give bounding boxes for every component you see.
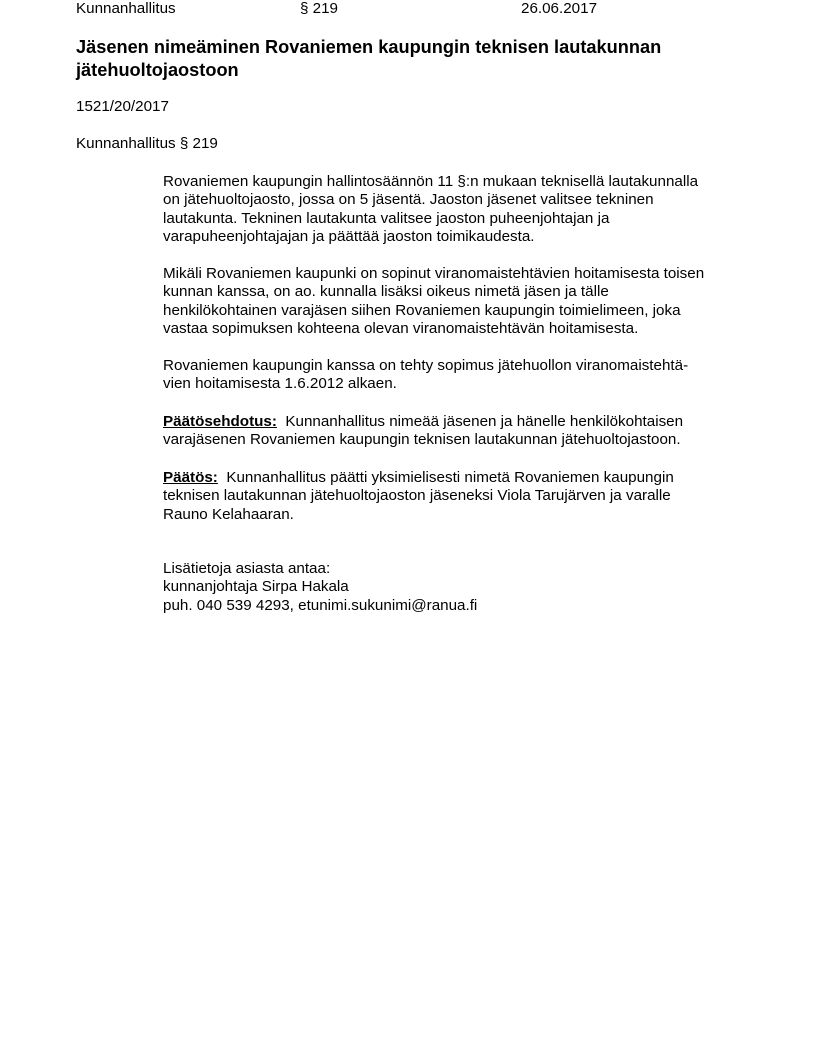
paragraph-2 — [163, 265, 704, 339]
text-line: vien hoitamisesta 1.6.2012 alkaen. — [163, 375, 397, 393]
contact-info — [163, 560, 477, 615]
text-line: kunnan kanssa, on ao. kunnalla lisäksi oikeus nimetä jäsen ja tälle — [163, 283, 609, 301]
text-line: on jätehuoltojaosto, jossa on 5 jäsentä. Jaoston jäsenet valitsee tekninen — [163, 191, 654, 209]
title-line: Jäsenen nimeäminen Rovaniemen kaupungin teknisen lautakunnan — [76, 37, 662, 57]
text-line: henkilökohtainen varajäsen siihen Rovaniemen kaupungin toimielimeen, joka — [163, 301, 681, 319]
header-date: 26.06.2017 — [521, 0, 598, 17]
page-title — [76, 36, 661, 82]
text-line: lautakunta. Tekninen lautakunta valitsee jaoston puheenjohtajan ja — [163, 209, 610, 227]
text-line: kunnanjohtaja Sirpa Hakala — [163, 578, 349, 596]
header-section: § 219 — [300, 0, 339, 17]
paragraph-3 — [163, 357, 688, 394]
proposal-paragraph — [163, 413, 683, 450]
text-line: Mikäli Rovaniemen kaupunki on sopinut viranomaistehtävien hoitamisesta toisen — [163, 265, 705, 282]
case-number: 1521/20/2017 — [76, 98, 169, 115]
proposal-label: Päätösehdotus: — [163, 413, 277, 430]
text-line: Rovaniemen kaupungin kanssa on tehty sopimus jätehuollon viranomaistehtä- — [163, 357, 689, 374]
text-line: Kunnanhallitus päätti yksimielisesti nimetä Rovaniemen kaupungin — [226, 469, 674, 486]
text-line: teknisen lautakunnan jätehuoltojaoston jäseneksi Viola Tarujärven ja varalle — [163, 487, 671, 505]
text-line: varajäsenen Rovaniemen kaupungin teknisen lautakunnan jätehuoltojastoon. — [163, 431, 681, 449]
text-line: Rovaniemen kaupungin hallintosäännön 11 §:n mukaan teknisellä lautakunnalla — [163, 173, 699, 190]
title-line: jätehuoltojaostoon — [76, 60, 239, 80]
text-line: varapuheenjohtajajan ja päättää jaoston toimikaudesta. — [163, 228, 535, 246]
meeting-reference: Kunnanhallitus § 219 — [76, 135, 218, 152]
text-line: Lisätietoja asiasta antaa: — [163, 560, 331, 577]
text-line: Kunnanhallitus nimeää jäsenen ja hänelle henkilökohtaisen — [285, 413, 684, 430]
text-line: puh. 040 539 4293, etunimi.sukunimi@ranua.fi — [163, 596, 478, 614]
decision-paragraph — [163, 469, 674, 524]
text-line: vastaa sopimuksen kohteena olevan viranomaistehtävän hoitamisesta. — [163, 320, 639, 338]
paragraph-1 — [163, 173, 698, 247]
header-body: Kunnanhallitus — [76, 0, 176, 17]
decision-label: Päätös: — [163, 469, 218, 486]
text-line: Rauno Kelahaaran. — [163, 505, 294, 523]
